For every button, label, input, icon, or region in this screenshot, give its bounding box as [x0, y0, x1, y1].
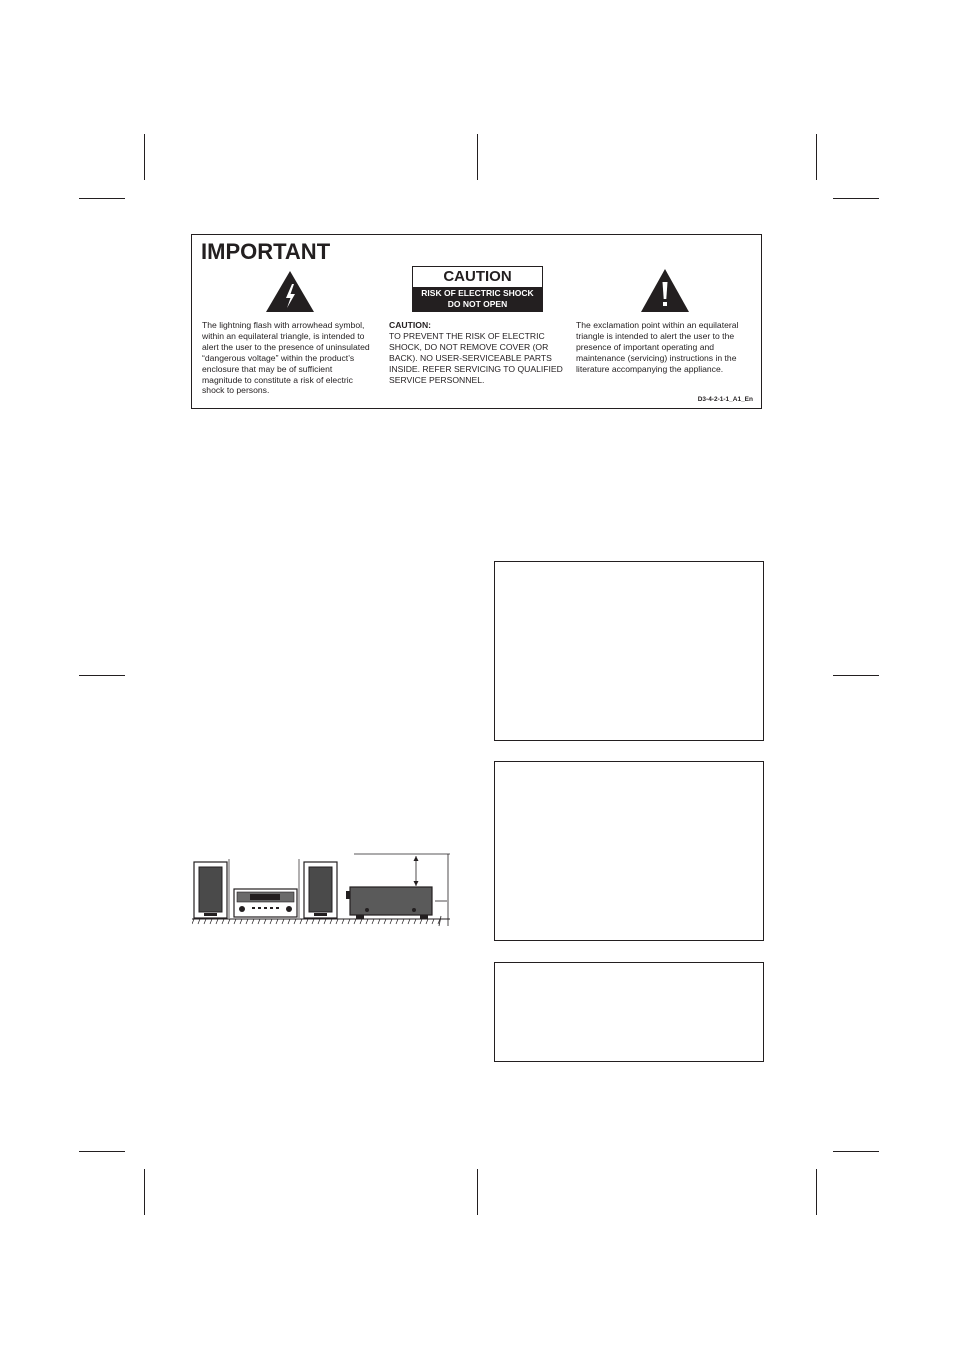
caution-band-line: DO NOT OPEN: [447, 299, 508, 309]
lightning-explanation: [202, 320, 387, 396]
caution-label-title: CAUTION: [443, 268, 512, 285]
notice-box-1: [494, 561, 764, 741]
text-line: The lightning flash with arrowhead symbol,: [202, 320, 365, 330]
document-code: D3-4-2-1-1_A1_En: [697, 396, 753, 403]
crop-mark: [144, 134, 145, 180]
crop-mark: [79, 198, 125, 199]
caution-label-band: [413, 287, 542, 311]
crop-mark: [144, 1169, 145, 1215]
lightning-triangle-icon: [265, 270, 315, 313]
text-line: TO PREVENT THE RISK OF ELECTRIC: [389, 330, 545, 341]
text-line: shock to persons.: [202, 385, 270, 396]
text-line: SERVICE PERSONNEL.: [389, 374, 485, 385]
text-line: presence of important operating and: [576, 341, 715, 352]
left-speaker: [194, 862, 227, 918]
text-line: “dangerous voltage” within the product’s: [202, 352, 355, 363]
caution-band-line: RISK OF ELECTRIC SHOCK: [421, 288, 534, 298]
important-safety-box: [191, 234, 762, 409]
exclamation-explanation: [576, 320, 758, 375]
text-line: magnitude to constitute a risk of electric: [202, 374, 353, 385]
text-line: INSIDE. REFER SERVICING TO QUALIFIED: [389, 363, 563, 374]
crop-mark: [477, 1169, 478, 1215]
crop-mark: [816, 1169, 817, 1215]
side-view-unit: [346, 887, 432, 919]
caution-label: [412, 266, 543, 312]
text-line: within an equilateral triangle, is intended to: [202, 330, 365, 341]
text-line: enclosure that may be of sufficient: [202, 363, 333, 374]
text-line: triangle is intended to alert the user to the: [576, 330, 735, 341]
notice-box-3: [494, 962, 764, 1062]
right-speaker: [304, 862, 337, 918]
ventilation-clearance-diagram: [192, 851, 454, 929]
crop-mark: [79, 1151, 125, 1152]
crop-mark: [816, 134, 817, 180]
exclamation-triangle-icon: [640, 268, 690, 313]
text-line: BACK). NO USER-SERVICEABLE PARTS: [389, 352, 552, 363]
center-receiver: [234, 889, 297, 917]
caution-heading: CAUTION:: [389, 320, 432, 330]
text-line: literature accompanying the appliance.: [576, 363, 724, 374]
important-title: IMPORTANT: [201, 239, 331, 264]
crop-mark: [833, 675, 879, 676]
caution-explanation: [389, 320, 569, 385]
text-line: SHOCK, DO NOT REMOVE COVER (OR: [389, 341, 549, 352]
crop-mark: [833, 198, 879, 199]
notice-box-2: [494, 761, 764, 941]
crop-mark: [79, 675, 125, 676]
crop-mark: [477, 134, 478, 180]
crop-mark: [833, 1151, 879, 1152]
text-line: maintenance (servicing) instructions in the: [576, 352, 737, 363]
text-line: The exclamation point within an equilateral: [576, 320, 739, 330]
text-line: alert the user to the presence of uninsulated: [202, 341, 370, 352]
